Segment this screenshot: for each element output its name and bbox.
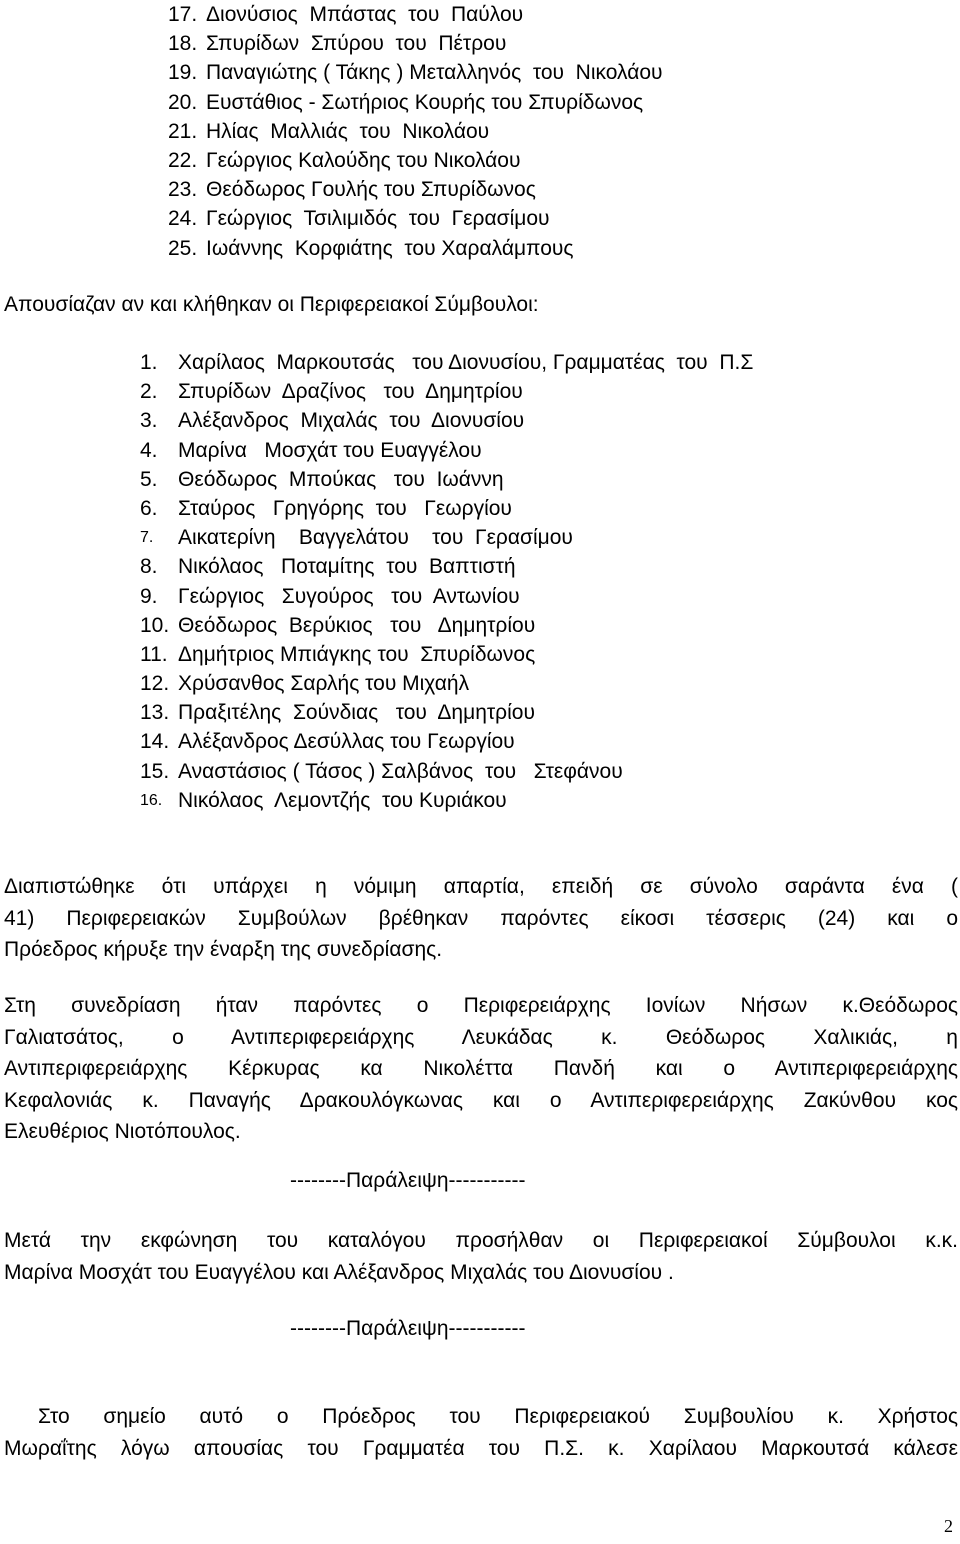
list-item-text: Αλέξανδρος Μιχαλάς του Διονυσίου xyxy=(178,409,525,433)
list-item-number: 7. xyxy=(140,529,154,547)
list-item xyxy=(168,29,663,58)
present-members-list xyxy=(168,0,663,263)
list-item-number: 14. xyxy=(140,730,170,754)
list-item xyxy=(140,757,753,786)
list-item-text: Σταύρος Γρηγόρης του Γεωργίου xyxy=(178,496,512,520)
list-item xyxy=(140,727,753,756)
list-item-number: 6. xyxy=(140,496,158,520)
list-item-text: Χαρίλαος Μαρκουτσάς του Διονυσίου, Γραμματέας του Π.Σ xyxy=(178,351,754,374)
omission-marker: --------Παράλειψη----------- xyxy=(290,1317,526,1340)
list-item-text: Χρύσανθος Σαρλής του Μιχαήλ xyxy=(178,672,470,696)
list-item xyxy=(168,117,663,146)
list-item xyxy=(140,786,753,815)
list-item-text: Γεώργιος Καλούδης του Νικολάου xyxy=(206,148,521,172)
list-item-text: Νικόλαος Λεμοντζής του Κυριάκου xyxy=(178,788,507,812)
list-item-number: 19. xyxy=(168,61,198,85)
list-item-number: 1. xyxy=(140,351,158,374)
list-item-text: Θεόδωρος Μπούκας του Ιωάννη xyxy=(178,467,504,491)
paragraph-line: Μαρίνα Μοσχάτ του Ευαγγέλου και Αλέξανδρος Μιχαλάς του Διονυσίου . xyxy=(4,1260,674,1284)
paragraph-line: Στο σημείο αυτό ο Πρόεδρος του Περιφερειακού Συμβουλίου κ. Χρήστος xyxy=(38,1405,958,1428)
absent-members-heading: Απουσίαζαν αν και κλήθηκαν οι Περιφερειακοί Σύμβουλοι: xyxy=(4,293,539,316)
list-item-text: Θεόδωρος Γουλής του Σπυρίδωνος xyxy=(206,178,536,202)
list-item xyxy=(168,234,663,263)
list-item-text: Αλέξανδρος Δεσύλλας του Γεωργίου xyxy=(178,730,515,754)
list-item-text: Πραξιτέλης Σούνδιας του Δημητρίου xyxy=(178,701,535,725)
list-item-number: 10. xyxy=(140,613,170,637)
list-item xyxy=(168,204,663,233)
list-item-text: Δημήτριος Μπιάγκης του Σπυρίδωνος xyxy=(178,642,536,666)
list-item xyxy=(140,640,753,669)
list-item-text: Διονύσιος Μπάστας του Παύλου xyxy=(206,3,524,26)
paragraph-line: Γαλιατσάτος, ο Αντιπεριφερειάρχης Λευκάδας κ. Θεόδωρος Χαλικιάς, η xyxy=(4,1025,958,1049)
list-item-text: Νικόλαος Ποταμίτης του Βαπτιστή xyxy=(178,555,516,579)
list-item xyxy=(140,436,753,465)
list-item xyxy=(140,698,753,727)
list-item-text: Θεόδωρος Βερύκιος του Δημητρίου xyxy=(178,613,536,637)
list-item-number: 17. xyxy=(168,3,198,26)
paragraph-line: Στη συνεδρίαση ήταν παρόντες ο Περιφερειάρχης Ιονίων Νήσων κ.Θεόδωρος xyxy=(4,994,958,1017)
session-attendance-paragraph xyxy=(4,990,958,1148)
list-item-number: 22. xyxy=(168,148,198,172)
list-item-number: 5. xyxy=(140,467,158,491)
page-number: 2 xyxy=(944,1516,953,1536)
list-item xyxy=(140,377,753,406)
list-item-number: 18. xyxy=(168,32,198,56)
list-item-text: Σπυρίδων Δραζίνος του Δημητρίου xyxy=(178,380,523,404)
list-item-text: Σπυρίδων Σπύρου του Πέτρου xyxy=(206,32,507,56)
list-item-number: 13. xyxy=(140,701,170,725)
list-item-text: Γεώργιος Συγούρος του Αντωνίου xyxy=(178,584,520,608)
late-arrivals-paragraph xyxy=(4,1225,958,1288)
list-item-number: 9. xyxy=(140,584,158,608)
quorum-paragraph xyxy=(4,871,958,966)
list-item-text: Ιωάννης Κορφιάτης του Χαραλάμπους xyxy=(206,236,574,260)
list-item xyxy=(140,494,753,523)
list-item-number: 8. xyxy=(140,555,158,579)
absent-members-list xyxy=(140,348,753,815)
list-item-number: 3. xyxy=(140,409,158,433)
list-item-text: Αναστάσιος ( Τάσος ) Σαλβάνος του Στεφάνου xyxy=(178,759,623,783)
list-item xyxy=(168,146,663,175)
list-item xyxy=(140,406,753,435)
list-item-number: 4. xyxy=(140,438,158,462)
omission-marker: --------Παράλειψη----------- xyxy=(290,1169,526,1192)
paragraph-line: Πρόεδρος κήρυξε την έναρξη της συνεδρίασης. xyxy=(4,938,443,961)
list-item xyxy=(168,88,663,117)
list-item-number: 24. xyxy=(168,207,198,231)
paragraph-line: Διαπιστώθηκε ότι υπάρχει η νόμιμη απαρτία, επειδή σε σύνολο σαράντα ένα ( xyxy=(4,875,958,898)
list-item-number: 25. xyxy=(168,236,198,260)
list-item-text: Ευστάθιος - Σωτήριος Κουρής του Σπυρίδωνος xyxy=(206,90,644,114)
list-item xyxy=(168,175,663,204)
list-item xyxy=(140,348,753,377)
paragraph-line: Ελευθέριος Νιοτόπουλος. xyxy=(4,1120,241,1143)
list-item xyxy=(140,523,753,552)
list-item xyxy=(168,58,663,87)
paragraph-line: Κεφαλονιάς κ. Παναγής Δρακουλόγκωνας και ο Αντιπεριφερειάρχης Ζακύνθου κος xyxy=(4,1088,958,1112)
list-item-number: 21. xyxy=(168,119,198,143)
list-item-text: Αικατερίνη Βαγγελάτου του Γερασίμου xyxy=(178,526,573,550)
list-item xyxy=(140,611,753,640)
list-item-text: Μαρίνα Μοσχάτ του Ευαγγέλου xyxy=(178,438,482,462)
list-item-number: 16. xyxy=(140,791,163,809)
list-item-number: 20. xyxy=(168,90,198,114)
paragraph-line: Μετά την εκφώνηση του καταλόγου προσήλθαν οι Περιφερειακοί Σύμβουλοι κ.κ. xyxy=(4,1229,958,1252)
paragraph-line: 41) Περιφερειακών Συμβούλων βρέθηκαν παρόντες είκοσι τέσσερις (24) και ο xyxy=(4,906,958,930)
list-item-number: 15. xyxy=(140,759,170,783)
list-item xyxy=(168,0,663,29)
list-item xyxy=(140,669,753,698)
list-item-text: Παναγιώτης ( Τάκης ) Μεταλληνός του Νικολάου xyxy=(206,61,663,85)
list-item-number: 12. xyxy=(140,672,170,696)
list-item-number: 2. xyxy=(140,380,158,404)
list-item xyxy=(140,582,753,611)
list-item-text: Γεώργιος Τσιλιμιδός του Γερασίμου xyxy=(206,207,550,231)
list-item-text: Ηλίας Μαλλιάς του Νικολάου xyxy=(206,119,490,143)
secretary-paragraph xyxy=(4,1401,958,1464)
list-item xyxy=(140,465,753,494)
list-item-number: 11. xyxy=(140,642,168,666)
paragraph-line: Μωραΐτης λόγω απουσίας του Γραμματέα του Π.Σ. κ. Χαρίλαου Μαρκουτσά κάλεσε xyxy=(4,1436,958,1460)
list-item xyxy=(140,552,753,581)
list-item-number: 23. xyxy=(168,178,198,202)
paragraph-line: Αντιπεριφερειάρχης Κέρκυρας κα Νικολέττα Πανδή και ο Αντιπεριφερειάρχης xyxy=(4,1057,958,1080)
